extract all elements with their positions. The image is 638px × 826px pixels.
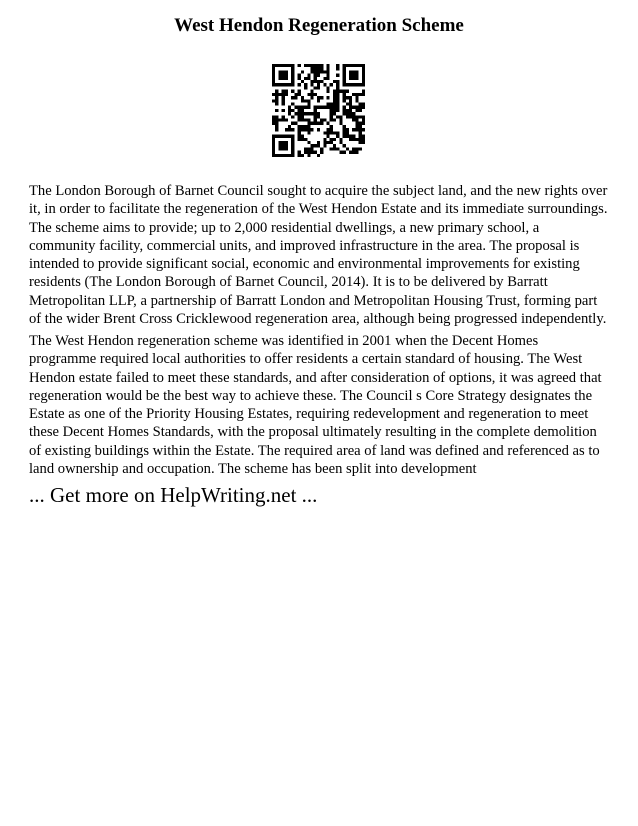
get-more-link[interactable]: ... Get more on HelpWriting.net ...: [29, 483, 318, 507]
body-paragraph-2: The West Hendon regeneration scheme was identified in 2001 when the Decent Homes programme required local authorities to offer residents a certain standard of housing. The West Hendon estate failed to meet these standards, and after consideration of options, it was agreed that regeneration would be the best way to achieve these. The Council s Core Strategy designates the Estate as one of the Priority Housing Estates, requiring redevelopment and regeneration to meet these Decent Homes Standards, with the proposal ultimately resulting in the complete demolition of existing buildings within the Estate. The required area of land was defined and referenced as to land ownership and occupation. The scheme has been split into development: [29, 333, 602, 478]
qr-code-icon: [272, 64, 365, 157]
body-paragraph-1: The London Borough of Barnet Council sought to acquire the subject land, and the new rights over it, in order to facilitate the regeneration of the West Hendon Estate and its immediate surroundings. The scheme aims to provide; up to 2,000 residential dwellings, a new primary school, a community facility, commercial units, and improved infrastructure in the area. The proposal is intended to provide significant social, economic and environmental improvements for existing residents (The London Borough of Barnet Council, 2014). It is to be delivered by Barratt Metropolitan LLP, a partnership of Barratt London and Metropolitan Housing Trust, forming part of the wider Brent Cross Cricklewood regeneration area, although being progressed independently.: [29, 183, 608, 328]
page-title: West Hendon Regeneration Scheme: [174, 15, 464, 36]
